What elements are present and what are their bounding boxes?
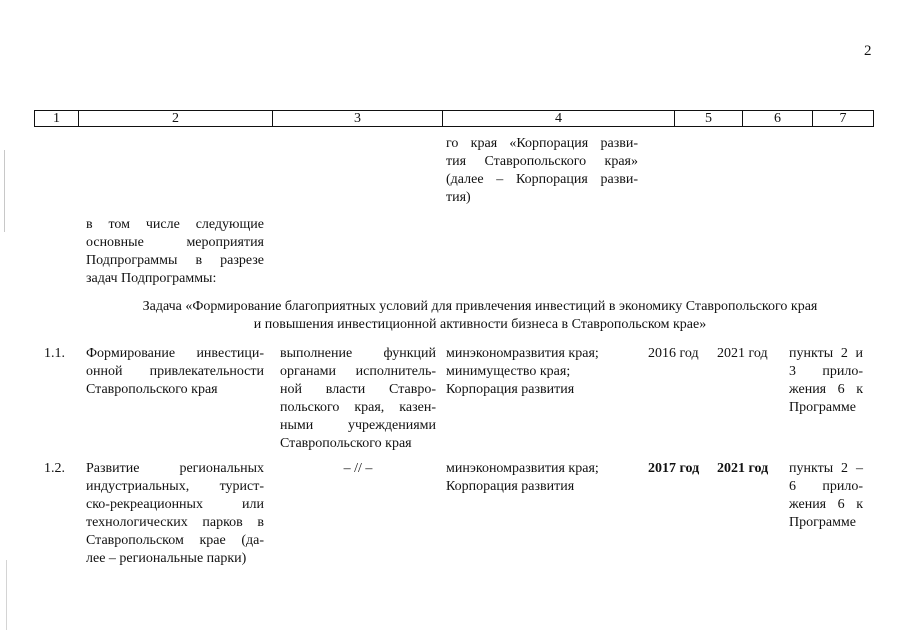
header-col-4: 4 xyxy=(443,111,675,126)
text-line: Развитие региональных xyxy=(86,461,264,476)
text-line: Корпорация развития xyxy=(446,479,575,494)
text-line: Ставропольского края xyxy=(280,436,412,451)
text-line: ной власти Ставро- xyxy=(280,382,436,397)
text-line: 3 прило- xyxy=(789,364,863,379)
text-line: в том числе следующие xyxy=(86,217,264,232)
header-col-2: 2 xyxy=(79,111,273,126)
text-line: тия) xyxy=(446,190,471,205)
page-number: 2 xyxy=(864,43,872,59)
responsible xyxy=(446,460,642,496)
row-number: 1.1. xyxy=(44,346,65,361)
continuation-responsible xyxy=(446,135,638,207)
text-line: ско-рекреационных или xyxy=(86,497,264,512)
text-line: минимущество края; xyxy=(446,364,571,379)
executor xyxy=(280,345,436,453)
responsible xyxy=(446,345,642,399)
header-col-3: 3 xyxy=(273,111,443,126)
text-line: жения 6 к xyxy=(789,382,863,397)
text-line: Ставропольского края xyxy=(86,382,218,397)
header-col-6: 6 xyxy=(743,111,813,126)
including-block xyxy=(86,216,264,288)
text-line: (далее – Корпорация разви- xyxy=(446,172,638,187)
text-line: Корпорация развития xyxy=(446,382,575,397)
table-header-row xyxy=(34,110,874,127)
text-line: Подпрограммы в разрезе xyxy=(86,253,264,268)
text-line: выполнение функций xyxy=(280,346,436,361)
text-line: жения 6 к xyxy=(789,497,863,512)
text-line: пункты 2 и xyxy=(789,346,863,361)
text-line: минэкономразвития края; xyxy=(446,346,599,361)
activity-name xyxy=(86,345,264,399)
row-number: 1.2. xyxy=(44,461,65,476)
start-year: 2017 год xyxy=(648,461,700,476)
start-year: 2016 год xyxy=(648,346,699,361)
header-col-7: 7 xyxy=(839,111,847,126)
text-line: Программе xyxy=(789,515,856,530)
scan-artifact-line xyxy=(6,560,7,630)
text-line: польского края, казен- xyxy=(280,400,436,415)
text-line: тия Ставропольского края» xyxy=(446,154,638,169)
text-line: технологических парков в xyxy=(86,515,264,530)
program-reference xyxy=(789,460,863,532)
text-line: основные мероприятия xyxy=(86,235,264,250)
text-line: го края «Корпорация разви- xyxy=(446,136,638,151)
text-line: Формирование инвестици- xyxy=(86,346,264,361)
text-line: и повышения инвестиционной активности бизнеса в Ставропольском крае» xyxy=(253,317,707,332)
text-line: задач Подпрограммы: xyxy=(86,271,217,286)
text-line: ными учреждениями xyxy=(280,418,436,433)
text-line: Программе xyxy=(789,400,856,415)
text-line: Задача «Формирование благоприятных условий для привлечения инвестиций в экономику Ставропольского края xyxy=(142,299,818,314)
text-line: индустриальных, турист- xyxy=(86,479,264,494)
text-line: лее – региональные парки) xyxy=(86,551,247,566)
program-reference xyxy=(789,345,863,417)
task-heading xyxy=(100,298,860,334)
text-line: органами исполнитель- xyxy=(280,364,436,379)
text-line: онной привлекательности xyxy=(86,364,264,379)
end-year: 2021 год xyxy=(717,346,768,361)
text-line: минэкономразвития края; xyxy=(446,461,599,476)
scan-artifact-line xyxy=(4,150,5,232)
header-col-5: 5 xyxy=(675,111,743,126)
text-line: 6 прило- xyxy=(789,479,863,494)
end-year: 2021 год xyxy=(717,461,769,476)
text-line: Ставропольском крае (да- xyxy=(86,533,264,548)
activity-name xyxy=(86,460,264,568)
text-line: пункты 2 – xyxy=(789,461,863,476)
header-col-1: 1 xyxy=(35,111,79,126)
executor: – // – xyxy=(343,461,373,476)
